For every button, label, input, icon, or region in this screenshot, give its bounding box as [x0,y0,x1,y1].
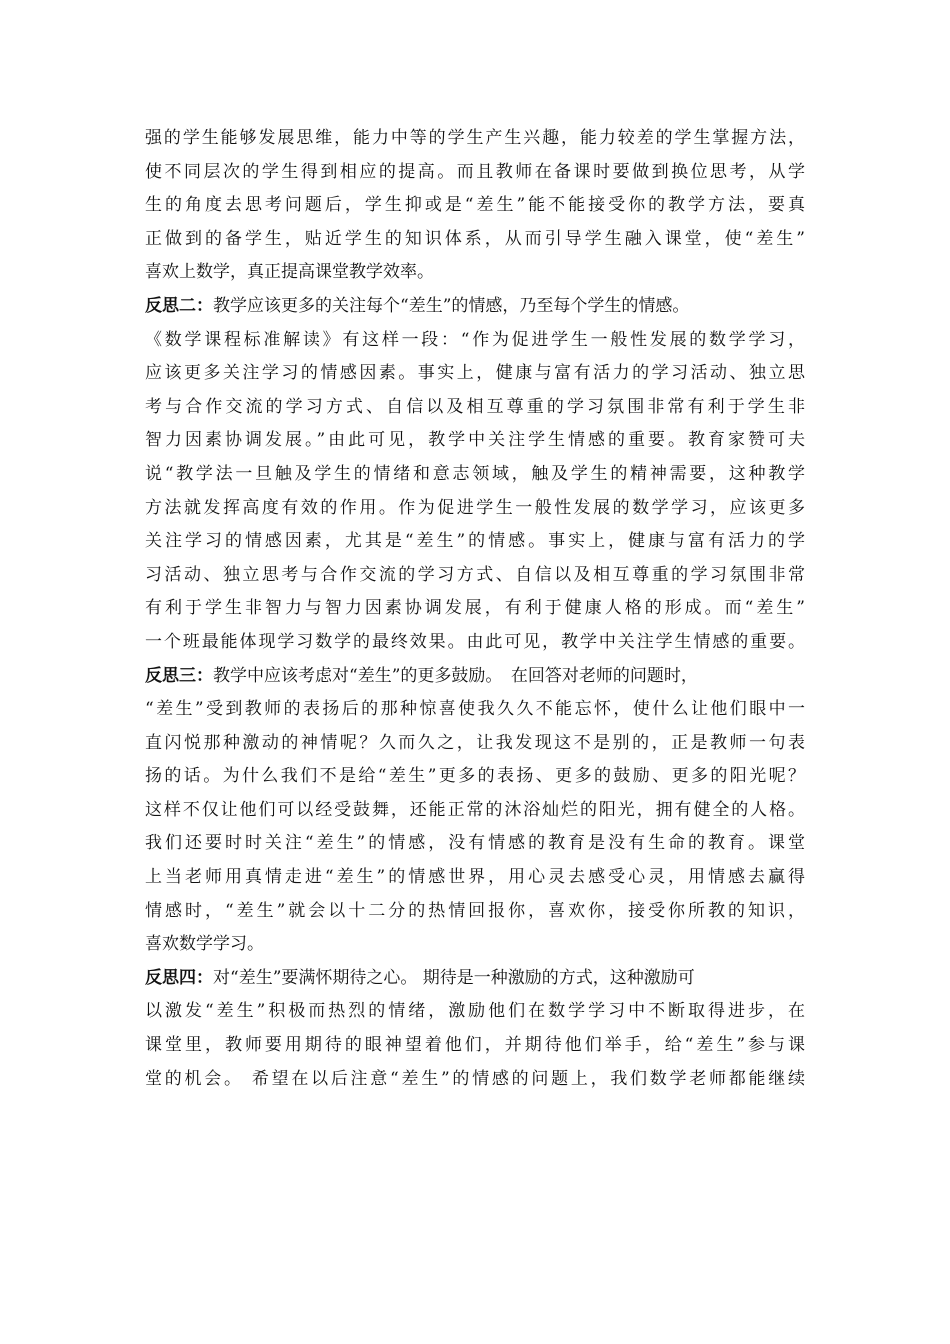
text-line: “差生”受到教师的表扬后的那种惊喜使我久久不能忘怀，使什么让他们眼中一 [145,699,805,720]
text-line: 以激发“差生”积极而热烈的情绪，激励他们在数学学习中不断取得进步，在 [145,1001,805,1022]
text-line: 生的角度去思考问题后，学生抑或是“差生”能不能接受你的教学方法，要真 [145,195,805,216]
text-line-content: 教学中应该考虑对“差生”的更多鼓励。 在回答对老师的问题时， [213,665,698,686]
text-line: 上当老师用真情走进“差生”的情感世界，用心灵去感受心灵，用情感去赢得 [145,867,805,888]
reflection-2-first-line [145,290,805,324]
text-line: 考与合作交流的学习方式、自信以及相互尊重的学习氛围非常有利于学生非 [145,396,805,417]
reflection-4-heading: 反思四： [145,967,213,988]
text-line: 方法就发挥高度有效的作用。作为促进学生一般性发展的数学学习，应该更多 [145,497,805,518]
text-line: 说“教学法一旦触及学生的情绪和意志领域，触及学生的精神需要，这种教学 [145,463,805,484]
text-line: 情感时，“差生”就会以十二分的热情回报你，喜欢你，接受你所教的知识， [145,900,805,921]
text-line: 有利于学生非智力与智力因素协调发展，有利于健康人格的形成。而“差生” [145,598,805,619]
reflection-3-first-line [145,660,805,694]
text-line: 扬的话。为什么我们不是给“差生”更多的表扬、更多的鼓励、更多的阳光呢？ [145,766,805,787]
document-body [145,122,805,1096]
text-line: 《数学课程标准解读》有这样一段：“作为促进学生一般性发展的数学学习， [145,329,805,350]
text-line: 堂的机会。 希望在以后注意“差生”的情感的问题上，我们数学老师都能继续 [145,1068,805,1089]
text-line: 正做到的备学生，贴近学生的知识体系，从而引导学生融入课堂，使“差生” [145,228,805,249]
text-line: 课堂里，教师要用期待的眼神望着他们，并期待他们举手，给“差生”参与课 [145,1035,805,1056]
text-line: 使不同层次的学生得到相应的提高。而且教师在备课时要做到换位思考，从学 [145,161,805,182]
text-line: 一个班最能体现学习数学的最终效果。由此可见，教学中关注学生情感的重要。 [145,631,805,652]
reflection-4-first-line [145,962,805,996]
text-line: 喜欢数学学习。 [145,934,264,955]
text-line: 我们还要时时关注“差生”的情感，没有情感的教育是没有生命的教育。课堂 [145,833,805,854]
text-line: 应该更多关注学习的情感因素。事实上，健康与富有活力的学习活动、独立思 [145,363,805,384]
text-line-content: 对“差生”要满怀期待之心。 期待是一种激励的方式，这种激励可 [213,967,695,988]
text-line: 智力因素协调发展。”由此可见，教学中关注学生情感的重要。教育家赞可夫 [145,430,805,451]
text-line: 喜欢上数学，真正提高课堂教学效率。 [145,262,434,283]
reflection-2-heading: 反思二： [145,295,213,316]
text-line: 关注学习的情感因素，尤其是“差生”的情感。事实上，健康与富有活力的学 [145,531,805,552]
text-line: 直闪悦那种激动的神情呢？久而久之，让我发现这不是别的，正是教师一句表 [145,732,805,753]
text-line: 强的学生能够发展思维，能力中等的学生产生兴趣，能力较差的学生掌握方法， [145,128,805,148]
text-line: 习活动、独立思考与合作交流的学习方式、自信以及相互尊重的学习氛围非常 [145,564,805,585]
reflection-3-heading: 反思三： [145,665,213,686]
text-line-content: 教学应该更多的关注每个“差生”的情感，乃至每个学生的情感。 [213,295,690,316]
text-line: 这样不仅让他们可以经受鼓舞，还能正常的沐浴灿烂的阳光，拥有健全的人格。 [145,799,805,820]
